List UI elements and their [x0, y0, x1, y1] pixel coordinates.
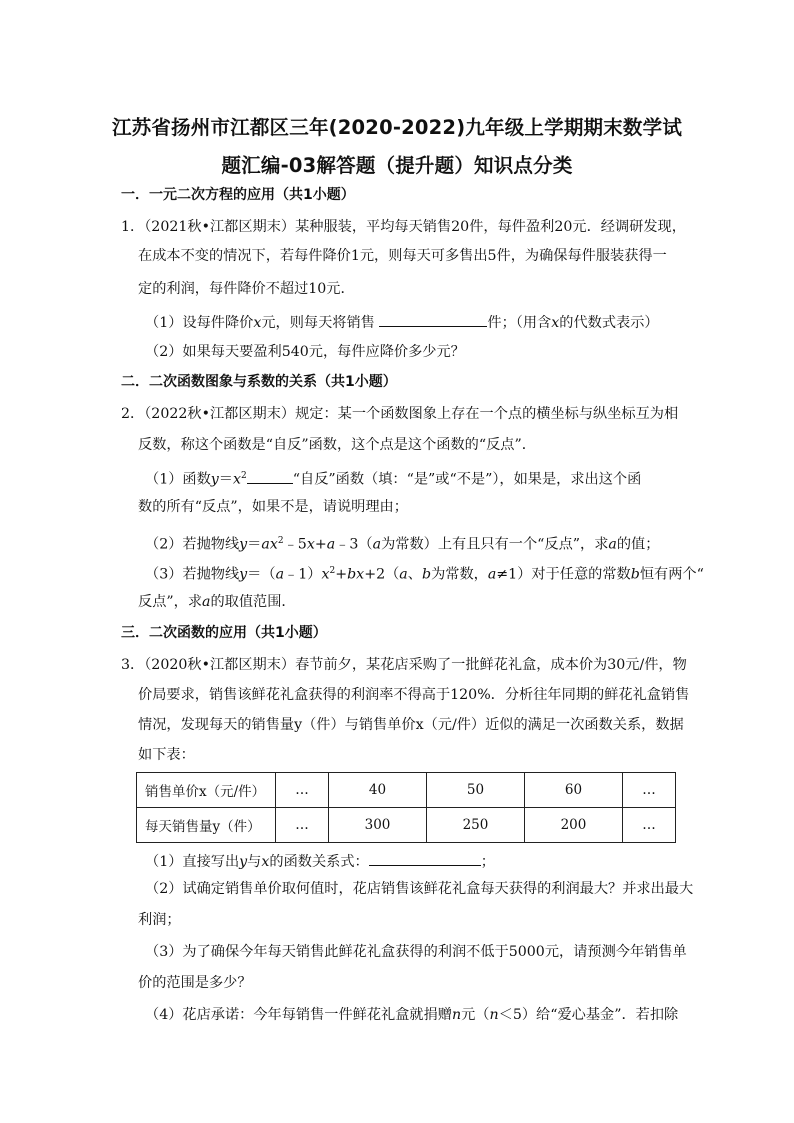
part-text: （3）若抛物线: [145, 566, 240, 583]
data-table: [136, 772, 676, 843]
table-cell: …: [276, 808, 329, 843]
part-text: （4）花店承诺：今年每销售一件鲜花礼盒就捐赠: [145, 1007, 452, 1023]
table-row-header: 每天销售量y（件）: [137, 808, 276, 843]
part-text: ；: [480, 854, 495, 870]
part-text: 的取值范围．: [210, 594, 296, 610]
part-text: ＜5）给“爱心基金”．若扣除: [498, 1007, 679, 1023]
part-text: ﹣3（: [335, 536, 373, 553]
variable-b: b: [630, 566, 640, 583]
question-3-line-1: [121, 656, 687, 674]
table-row: [137, 808, 676, 843]
part-text: 与: [247, 854, 262, 870]
part-text: （1）直接写出: [145, 854, 240, 870]
question-2-line-2: 反数，称这个函数是“自反”函数，这个点是这个函数的“反点”．: [138, 437, 536, 453]
question-2-part-1-cont: 数的所有“反点”，如果不是，请说明理由；: [138, 499, 408, 515]
table-cell: 60: [524, 773, 622, 808]
section-heading-1: 一．一元二次方程的应用（共1小题）: [121, 187, 355, 203]
part-text: ＝: [247, 536, 262, 553]
variable-x: x: [253, 315, 262, 331]
answer-blank[interactable]: [247, 469, 293, 484]
table-cell: 40: [329, 773, 427, 808]
question-number: 1．: [121, 219, 145, 235]
question-1-part-2: （2）如果每天要盈利540元，每件应降价多少元？: [145, 344, 465, 360]
question-3-line-3: 情况，发现每天的销售量y（件）与销售单价x（元/件）近似的满足一次函数关系，数据: [138, 717, 684, 733]
part-text: 的代数式表示）: [559, 315, 659, 331]
part-text: 恒有两个“: [639, 566, 704, 583]
question-3-line-4: 如下表：: [138, 747, 195, 763]
question-text: （2022秋•江都区期末）规定：某一个函数图象上存在一个点的横坐标与纵坐标互为相: [144, 406, 679, 422]
part-text: ≠1）对于任意的常数: [496, 566, 631, 583]
variable-n: n: [451, 1007, 462, 1023]
answer-blank[interactable]: [369, 851, 481, 866]
question-3-line-2: 价局要求，销售该鲜花礼盒获得的利润率不得高于120%．分析往年同期的鲜花礼盒销售: [138, 687, 690, 703]
variable-n: n: [489, 1007, 499, 1023]
exponent: 2: [277, 536, 284, 546]
part-text: +: [335, 566, 348, 583]
table-row: [137, 773, 676, 808]
part-text: 反点”，求: [138, 594, 203, 610]
variable-x: x: [261, 854, 270, 870]
document-title-line-1: 江苏省扬州市江都区三年(2020-2022)九年级上学期期末数学试: [111, 116, 683, 139]
question-text: （2021秋•江都区期末）某种服装，平均每天销售20件，每件盈利20元．经调研发现，: [144, 219, 686, 235]
variable-x: x: [356, 566, 365, 583]
variable-x: x: [306, 536, 315, 553]
variable-a: a: [372, 536, 382, 553]
table-cell: 250: [427, 808, 525, 843]
question-3-part-4: [145, 1006, 678, 1024]
variable-a: a: [487, 566, 497, 583]
part-text: （2）若抛物线: [145, 536, 240, 553]
question-text: （2020秋•江都区期末）春节前夕，某花店采购了一批鲜花礼盒，成本价为30元/件，物: [144, 657, 687, 673]
part-text: 元（: [461, 1007, 490, 1023]
part-text: ＝: [218, 471, 233, 488]
question-2-part-3: [145, 562, 704, 584]
part-text: ﹣1）: [284, 566, 322, 583]
table-cell: …: [622, 808, 675, 843]
part-text: 、: [407, 566, 422, 583]
part-text: +: [314, 536, 327, 553]
question-1-line-2: 在成本不变的情况下，若每件降价1元，则每天可多售出5件，为确保每件服装获得一: [138, 248, 667, 264]
variable-a: a: [275, 566, 285, 583]
question-3-part-3: （3）为了确保今年每天销售此鲜花礼盒获得的利润不低于5000元，请预测今年销售单: [145, 944, 687, 960]
table-cell: 300: [329, 808, 427, 843]
part-text: 的函数关系式：: [269, 854, 369, 870]
section-heading-2: 二．二次函数图象与系数的关系（共1小题）: [121, 374, 397, 390]
answer-blank[interactable]: [379, 312, 487, 327]
part-text: 件；（用含: [487, 315, 552, 331]
variable-y: y: [239, 566, 248, 583]
question-3-part-2-cont: 利润；: [138, 912, 181, 928]
exponent: 2: [241, 471, 247, 481]
variable-x: x: [551, 315, 560, 331]
question-3-part-3-cont: 价的范围是多少？: [138, 975, 252, 991]
part-text: （1）函数: [145, 471, 211, 488]
exponent: 2: [329, 566, 336, 576]
question-number: 2．: [121, 406, 145, 422]
variable-a: a: [399, 566, 408, 583]
question-2-line-1: [121, 405, 678, 423]
question-number: 3．: [121, 657, 145, 673]
question-2-part-1: [145, 467, 641, 489]
part-text: +2（: [364, 566, 400, 583]
variable-y: y: [239, 854, 248, 870]
part-text: 的值；: [616, 536, 660, 553]
question-1-part-1: [145, 312, 659, 332]
question-2-part-2: [145, 532, 659, 554]
question-1-line-3: 定的利润，每件降价不超过10元．: [138, 281, 355, 297]
part-text: 为常数，: [431, 566, 488, 583]
part-text: （1）设每件降价: [145, 315, 254, 331]
table-cell: …: [622, 773, 675, 808]
question-2-part-3-cont: [138, 593, 296, 611]
variable-a: a: [261, 536, 270, 553]
variable-a: a: [608, 536, 617, 553]
part-text: “自反”函数（填：“是”或“不是”），如果是，求出这个函: [292, 471, 642, 488]
variable-x: x: [233, 471, 242, 488]
variable-x: x: [321, 566, 330, 583]
variable-a: a: [202, 594, 211, 610]
part-text: 为常数）上有且只有一个“反点”，求: [381, 536, 609, 553]
part-text: ＝（: [247, 566, 276, 583]
question-3-part-2: （2）试确定销售单价取何值时，花店销售该鲜花礼盒每天获得的利润最大？并求出最大: [145, 881, 694, 897]
variable-a: a: [326, 536, 336, 553]
variable-b: b: [421, 566, 432, 583]
variable-y: y: [239, 536, 248, 553]
table-cell: …: [276, 773, 329, 808]
part-text: ﹣5: [283, 536, 307, 553]
question-1-line-1: [121, 218, 686, 236]
variable-b: b: [347, 566, 357, 583]
table-row-header: 销售单价x（元/件）: [137, 773, 276, 808]
part-text: 元，则每天将销售: [261, 315, 375, 331]
variable-y: y: [210, 471, 219, 488]
document-title-line-2: 题汇编-03解答题（提升题）知识点分类: [221, 154, 573, 177]
table-cell: 50: [427, 773, 525, 808]
variable-x: x: [269, 536, 278, 553]
question-3-part-1: [145, 851, 495, 871]
table-cell: 200: [524, 808, 622, 843]
section-heading-3: 三．二次函数的应用（共1小题）: [121, 625, 327, 641]
